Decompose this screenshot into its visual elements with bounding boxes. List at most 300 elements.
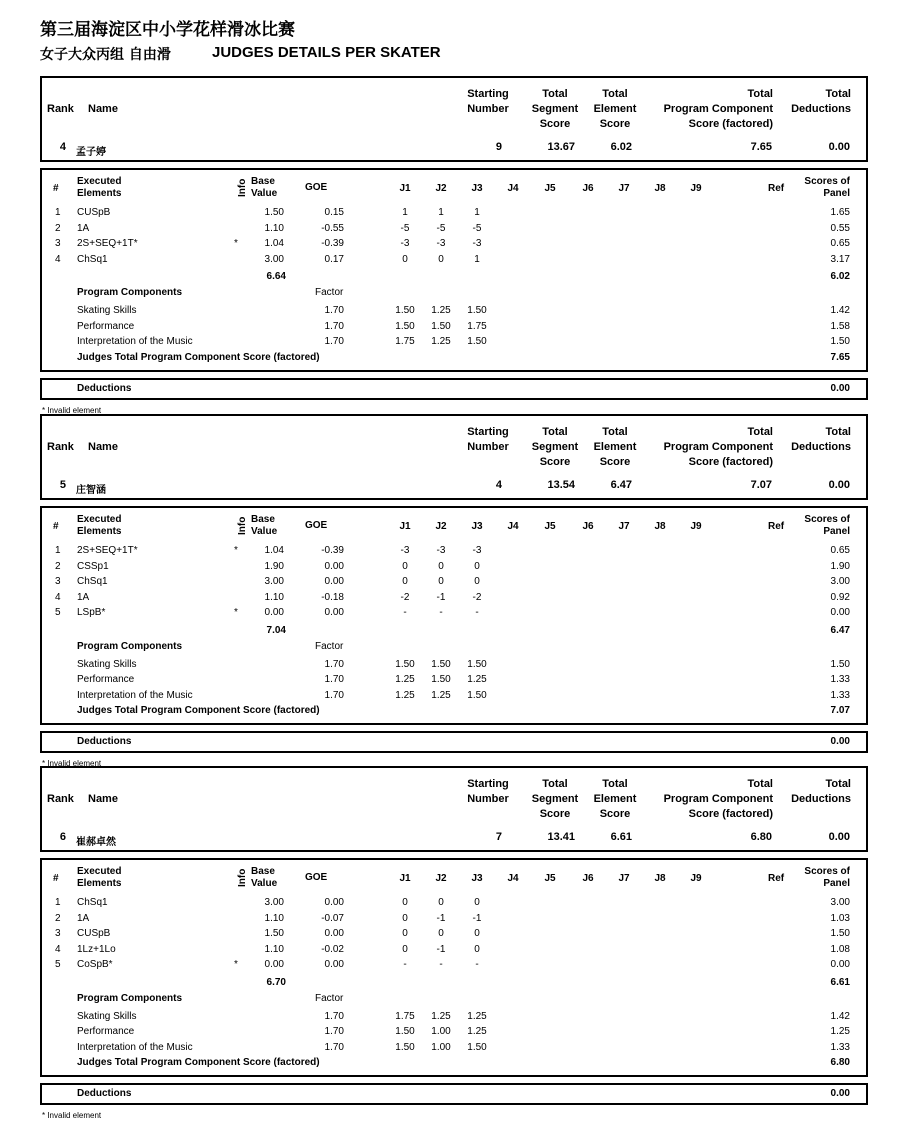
executed-elements-header: Executed (77, 514, 122, 525)
element-goe: 0.00 (324, 897, 344, 908)
component-panel-score: 1.25 (830, 1026, 850, 1037)
skater-name: 崔郝卓然 (76, 837, 116, 848)
element-panel-score: 3.00 (830, 897, 850, 908)
element-judge-score: 1 (438, 207, 444, 218)
component-judge-score: 1.50 (395, 1041, 415, 1053)
element-judge-score: 0 (402, 576, 408, 587)
rank-header: Rank (47, 441, 74, 453)
component-factor: 1.70 (324, 658, 344, 670)
judge-header: J8 (654, 183, 666, 194)
element-judge-score: 1 (402, 207, 408, 218)
element-judge-score: 0 (402, 928, 408, 939)
component-judge-score: 1.75 (395, 336, 415, 347)
info-header: Info (237, 868, 248, 887)
total-deductions: 0.00 (828, 831, 850, 843)
total-segment-score: 13.54 (547, 479, 575, 491)
total-deductions-header: Total (825, 778, 851, 790)
judges-total-pcs-label: Judges Total Program Component Score (factored) (77, 1057, 320, 1068)
element-number: 3 (55, 576, 61, 587)
base-value-total: 7.04 (266, 624, 286, 636)
component-judge-score: 1.75 (467, 320, 487, 332)
invalid-element-note: * Invalid element (42, 405, 102, 415)
total-pcs: 7.07 (750, 479, 772, 491)
skater-rank: 6 (59, 831, 66, 843)
judge-header: J6 (582, 521, 594, 532)
element-base-value: 3.00 (264, 253, 284, 265)
total-pcs-header: Total (747, 426, 773, 438)
skater-rank: 4 (59, 141, 66, 153)
component-factor: 1.70 (324, 1041, 344, 1053)
scores-of-panel-header: Scores of (804, 514, 850, 525)
element-judge-score: -3 (400, 238, 410, 249)
element-number: 4 (55, 591, 61, 603)
element-number: 4 (55, 943, 61, 955)
element-name: ChSq1 (77, 253, 108, 265)
skater-rank: 5 (59, 479, 66, 491)
total-pcs-header: Total (747, 778, 773, 790)
component-judge-score: 1.50 (431, 674, 451, 685)
total-pcs-header: Program Component (663, 441, 773, 453)
judge-header: J5 (544, 183, 556, 194)
judge-header: J7 (618, 873, 630, 884)
element-judge-score: 1 (474, 207, 480, 218)
component-name: Interpretation of the Music (77, 336, 193, 347)
base-value-header: Value (251, 526, 278, 537)
element-name: 2S+SEQ+1T* (77, 545, 138, 556)
element-judge-score: 0 (438, 560, 444, 572)
element-panel-score: 0.55 (830, 222, 850, 234)
element-score-total: 6.61 (830, 976, 850, 988)
total-segment-score-header: Score (539, 118, 571, 130)
base-value-header: Base (251, 514, 275, 525)
element-panel-score: 3.17 (830, 253, 850, 265)
judge-header: J5 (544, 873, 556, 884)
total-element-score-header: Score (599, 808, 631, 820)
component-factor: 1.70 (324, 320, 344, 332)
component-judge-score: 1.50 (431, 320, 451, 332)
executed-elements-header: Elements (77, 526, 122, 537)
element-judge-score: - (403, 607, 407, 618)
judge-header: J6 (582, 183, 594, 194)
element-goe: -0.07 (321, 912, 344, 924)
component-judge-score: 1.25 (395, 689, 415, 701)
starting-number-header: Number (467, 793, 509, 805)
element-base-value: 3.00 (264, 576, 284, 587)
element-judge-score: -3 (472, 545, 482, 556)
component-judge-score: 1.50 (395, 1026, 415, 1037)
element-judge-score: -1 (436, 943, 446, 955)
ref-header: Ref (768, 183, 785, 194)
component-panel-score: 1.33 (830, 689, 850, 701)
judge-header: J3 (471, 183, 483, 194)
total-element-score-header: Element (593, 103, 637, 115)
judge-header: J2 (435, 183, 447, 194)
component-judge-score: 1.25 (467, 1026, 487, 1037)
scores-of-panel-header: Scores of (804, 866, 850, 877)
total-element-score-header: Element (593, 793, 637, 805)
element-name: LSpB* (77, 607, 106, 618)
component-panel-score: 1.33 (830, 1041, 850, 1053)
base-value-total: 6.64 (266, 271, 286, 282)
total-pcs: 6.80 (750, 831, 772, 843)
component-judge-score: 1.00 (431, 1026, 451, 1037)
element-info: * (234, 607, 238, 618)
component-name: Interpretation of the Music (77, 689, 193, 701)
element-judge-score: 0 (474, 560, 480, 572)
total-pcs-header: Score (factored) (688, 118, 773, 130)
element-judge-score: - (475, 959, 479, 970)
element-judge-score: - (439, 607, 443, 618)
component-judge-score: 1.25 (431, 1010, 451, 1022)
starting-number-header: Number (467, 103, 509, 115)
element-panel-score: 1.50 (830, 928, 850, 939)
component-judge-score: 1.25 (395, 674, 415, 685)
judges-total-pcs-label: Judges Total Program Component Score (factored) (77, 351, 320, 363)
deductions-label: Deductions (77, 382, 132, 394)
element-panel-score: 1.08 (830, 943, 850, 955)
element-judge-score: -1 (472, 912, 482, 924)
element-base-value: 0.00 (264, 607, 284, 618)
element-goe: 0.00 (324, 560, 344, 572)
deductions-value: 0.00 (830, 736, 850, 747)
rank-header: Rank (47, 103, 74, 115)
component-name: Performance (77, 1026, 135, 1037)
element-base-value: 1.04 (264, 238, 284, 249)
element-name: CSSp1 (77, 560, 109, 572)
component-panel-score: 1.50 (830, 658, 850, 670)
scores-of-panel-header: Panel (823, 878, 850, 889)
element-name: 1Lz+1Lo (77, 943, 116, 955)
total-segment-score: 13.41 (547, 831, 575, 843)
total-pcs-header: Score (factored) (688, 808, 773, 820)
component-judge-score: 1.25 (431, 336, 451, 347)
element-judge-score: -2 (472, 591, 482, 603)
executed-elements-header: Executed (77, 866, 122, 877)
judge-header: J9 (690, 873, 702, 884)
component-panel-score: 1.58 (830, 320, 850, 332)
judge-header: J8 (654, 521, 666, 532)
judge-header: J9 (690, 183, 702, 194)
executed-elements-header: Elements (77, 188, 122, 199)
element-base-value: 3.00 (264, 897, 284, 908)
element-base-value: 1.10 (264, 943, 284, 955)
element-judge-score: -5 (436, 222, 446, 234)
element-goe: 0.17 (324, 253, 344, 265)
element-name: ChSq1 (77, 576, 108, 587)
element-goe: -0.39 (321, 238, 344, 249)
executed-elements-header: Executed (77, 176, 122, 187)
deductions-value: 0.00 (830, 382, 850, 394)
element-panel-score: 1.90 (830, 560, 850, 572)
element-base-value: 1.04 (264, 545, 284, 556)
base-value-header: Base (251, 176, 275, 187)
total-segment-score-header: Total (542, 88, 568, 100)
element-judge-score: -5 (400, 222, 410, 234)
element-panel-score: 1.03 (830, 912, 850, 924)
element-panel-score: 0.92 (830, 591, 850, 603)
num-header: # (53, 873, 59, 884)
element-goe: 0.00 (324, 928, 344, 939)
judges-total-pcs: 7.07 (830, 705, 850, 716)
element-panel-score: 0.65 (830, 545, 850, 556)
judge-header: J9 (690, 521, 702, 532)
judge-header: J4 (507, 183, 519, 194)
element-judge-score: 0 (402, 943, 408, 955)
element-judge-score: -2 (400, 591, 410, 603)
element-panel-score: 0.00 (830, 607, 850, 618)
element-name: 1A (77, 222, 90, 234)
element-panel-score: 3.00 (830, 576, 850, 587)
judge-header: J2 (435, 521, 447, 532)
element-judge-score: - (439, 959, 443, 970)
rank-header: Rank (47, 793, 74, 805)
component-factor: 1.70 (324, 1026, 344, 1037)
component-name: Skating Skills (77, 1010, 137, 1022)
deductions-box (40, 1083, 868, 1105)
component-panel-score: 1.42 (830, 305, 850, 316)
total-pcs-header: Program Component (663, 103, 773, 115)
invalid-element-note: * Invalid element (42, 1111, 102, 1120)
element-judge-score: - (475, 607, 479, 618)
element-judge-score: 0 (438, 897, 444, 908)
element-judge-score: - (403, 959, 407, 970)
component-judge-score: 1.50 (467, 1041, 487, 1053)
element-goe: 0.00 (324, 959, 344, 970)
element-judge-score: -3 (436, 238, 446, 249)
component-judge-score: 1.25 (431, 689, 451, 701)
starting-number: 4 (495, 479, 502, 491)
info-header: Info (237, 516, 248, 535)
element-panel-score: 1.65 (830, 207, 850, 218)
judge-header: J4 (507, 521, 519, 532)
total-element-score: 6.61 (610, 831, 632, 843)
ref-header: Ref (768, 521, 785, 532)
event-title: 第三届海淀区中小学花样滑冰比赛 (40, 20, 295, 40)
scores-of-panel-header: Scores of (804, 176, 850, 187)
component-factor: 1.70 (324, 689, 344, 701)
judges-total-pcs-label: Judges Total Program Component Score (factored) (77, 705, 320, 716)
element-judge-score: 1 (474, 253, 480, 265)
component-judge-score: 1.50 (395, 658, 415, 670)
element-number: 2 (55, 222, 61, 234)
judge-header: J7 (618, 183, 630, 194)
total-pcs: 7.65 (750, 141, 772, 153)
element-goe: -0.55 (321, 222, 344, 234)
element-info: * (234, 238, 238, 249)
judge-header: J6 (582, 873, 594, 884)
name-header: Name (88, 103, 118, 115)
total-segment-score-header: Score (539, 808, 571, 820)
total-deductions-header: Deductions (791, 793, 851, 805)
element-judge-score: -3 (400, 545, 410, 556)
judge-header: J7 (618, 521, 630, 532)
deductions-value: 0.00 (830, 1088, 850, 1099)
component-name: Performance (77, 674, 135, 685)
element-score-total: 6.47 (830, 624, 850, 636)
judge-header: J3 (471, 873, 483, 884)
total-pcs-header: Total (747, 88, 773, 100)
ref-header: Ref (768, 873, 785, 884)
program-components-header: Program Components (77, 640, 183, 652)
base-value-total: 6.70 (266, 976, 286, 988)
total-element-score-header: Total (602, 426, 628, 438)
element-name: CUSpB (77, 928, 111, 939)
total-element-score-header: Total (602, 88, 628, 100)
total-element-score-header: Score (599, 456, 631, 468)
element-judge-score: 0 (474, 943, 480, 955)
total-element-score-header: Element (593, 441, 637, 453)
total-element-score: 6.47 (610, 479, 632, 491)
starting-number-header: Starting (467, 778, 509, 790)
element-name: 2S+SEQ+1T* (77, 238, 138, 249)
component-judge-score: 1.50 (467, 305, 487, 316)
component-judge-score: 1.50 (395, 305, 415, 316)
name-header: Name (88, 793, 118, 805)
judge-header: J1 (399, 183, 411, 194)
element-name: 1A (77, 591, 90, 603)
element-number: 2 (55, 912, 61, 924)
element-judge-score: -3 (472, 238, 482, 249)
total-segment-score-header: Total (542, 426, 568, 438)
component-judge-score: 1.25 (467, 1010, 487, 1022)
component-name: Performance (77, 320, 135, 332)
element-score-total: 6.02 (830, 271, 850, 282)
total-element-score-header: Total (602, 778, 628, 790)
component-name: Interpretation of the Music (77, 1041, 193, 1053)
element-judge-score: 0 (438, 928, 444, 939)
starting-number-header: Number (467, 441, 509, 453)
component-name: Skating Skills (77, 658, 137, 670)
category-title: 女子大众丙组 自由滑 (40, 47, 171, 63)
deductions-label: Deductions (77, 736, 132, 747)
total-deductions-header: Deductions (791, 441, 851, 453)
element-base-value: 1.10 (264, 222, 284, 234)
total-deductions: 0.00 (828, 141, 850, 153)
judges-total-pcs: 7.65 (830, 351, 850, 363)
element-number: 1 (55, 897, 61, 908)
element-panel-score: 0.00 (830, 959, 850, 970)
element-goe: 0.00 (324, 576, 344, 587)
component-name: Skating Skills (77, 305, 137, 316)
element-goe: 0.15 (324, 207, 344, 218)
num-header: # (53, 521, 59, 532)
base-value-header: Value (251, 878, 278, 889)
goe-header: GOE (305, 872, 328, 883)
element-judge-score: 0 (438, 576, 444, 587)
component-judge-score: 1.50 (431, 658, 451, 670)
element-number: 1 (55, 545, 61, 556)
component-judge-score: 1.75 (395, 1010, 415, 1022)
judge-header: J1 (399, 873, 411, 884)
judge-header: J1 (399, 521, 411, 532)
total-segment-score-header: Total (542, 778, 568, 790)
executed-elements-header: Elements (77, 878, 122, 889)
total-deductions-header: Total (825, 88, 851, 100)
total-segment-score-header: Score (539, 456, 571, 468)
judges-total-pcs: 6.80 (830, 1057, 850, 1068)
deductions-box (40, 731, 868, 753)
factor-header: Factor (315, 640, 344, 652)
element-info: * (234, 545, 238, 556)
judge-header: J3 (471, 521, 483, 532)
component-judge-score: 1.50 (467, 336, 487, 347)
element-number: 1 (55, 207, 61, 218)
total-deductions: 0.00 (828, 479, 850, 491)
goe-header: GOE (305, 520, 328, 531)
element-judge-score: -3 (436, 545, 446, 556)
program-components-header: Program Components (77, 992, 183, 1004)
total-pcs-header: Program Component (663, 793, 773, 805)
element-number: 5 (55, 607, 61, 618)
factor-header: Factor (315, 992, 344, 1004)
total-element-score: 6.02 (610, 141, 632, 153)
element-base-value: 0.00 (264, 959, 284, 970)
skater-name: 孟子婷 (76, 147, 106, 158)
element-number: 4 (55, 253, 61, 265)
component-panel-score: 1.42 (830, 1010, 850, 1022)
component-factor: 1.70 (324, 1010, 344, 1022)
total-segment-score: 13.67 (547, 141, 575, 153)
element-base-value: 1.10 (264, 912, 284, 924)
element-judge-score: 0 (474, 897, 480, 908)
component-judge-score: 1.50 (467, 658, 487, 670)
total-element-score-header: Score (599, 118, 631, 130)
program-components-header: Program Components (77, 287, 183, 298)
invalid-element-note: * Invalid element (42, 759, 102, 768)
element-base-value: 1.50 (264, 207, 284, 218)
element-goe: 0.00 (324, 607, 344, 618)
total-segment-score-header: Segment (531, 793, 579, 805)
element-goe: -0.18 (321, 591, 344, 603)
total-deductions-header: Total (825, 426, 851, 438)
component-judge-score: 1.50 (395, 320, 415, 332)
deductions-box (40, 378, 868, 400)
element-base-value: 1.90 (264, 560, 284, 572)
deductions-label: Deductions (77, 1088, 132, 1099)
component-factor: 1.70 (324, 336, 344, 347)
starting-number: 7 (495, 831, 502, 843)
element-number: 3 (55, 238, 61, 249)
element-judge-score: -1 (436, 912, 446, 924)
num-header: # (53, 183, 59, 194)
element-goe: -0.39 (321, 545, 344, 556)
report-title: JUDGES DETAILS PER SKATER (212, 44, 441, 61)
element-goe: -0.02 (321, 943, 344, 955)
element-judge-score: 0 (402, 897, 408, 908)
component-judge-score: 1.25 (431, 305, 451, 316)
total-deductions-header: Deductions (791, 103, 851, 115)
goe-header: GOE (305, 182, 328, 193)
component-panel-score: 1.50 (830, 336, 850, 347)
element-info: * (234, 959, 238, 970)
name-header: Name (88, 441, 118, 453)
total-segment-score-header: Segment (531, 103, 579, 115)
element-name: CoSpB* (77, 959, 113, 970)
base-value-header: Value (251, 188, 278, 199)
component-factor: 1.70 (324, 674, 344, 685)
component-judge-score: 1.50 (467, 689, 487, 701)
element-panel-score: 0.65 (830, 238, 850, 249)
judge-header: J8 (654, 873, 666, 884)
component-judge-score: 1.00 (431, 1041, 451, 1053)
judge-header: J4 (507, 873, 519, 884)
judge-header: J5 (544, 521, 556, 532)
component-factor: 1.70 (324, 305, 344, 316)
element-base-value: 1.50 (264, 928, 284, 939)
element-number: 5 (55, 959, 61, 970)
element-judge-score: 0 (474, 928, 480, 939)
element-name: 1A (77, 912, 90, 924)
